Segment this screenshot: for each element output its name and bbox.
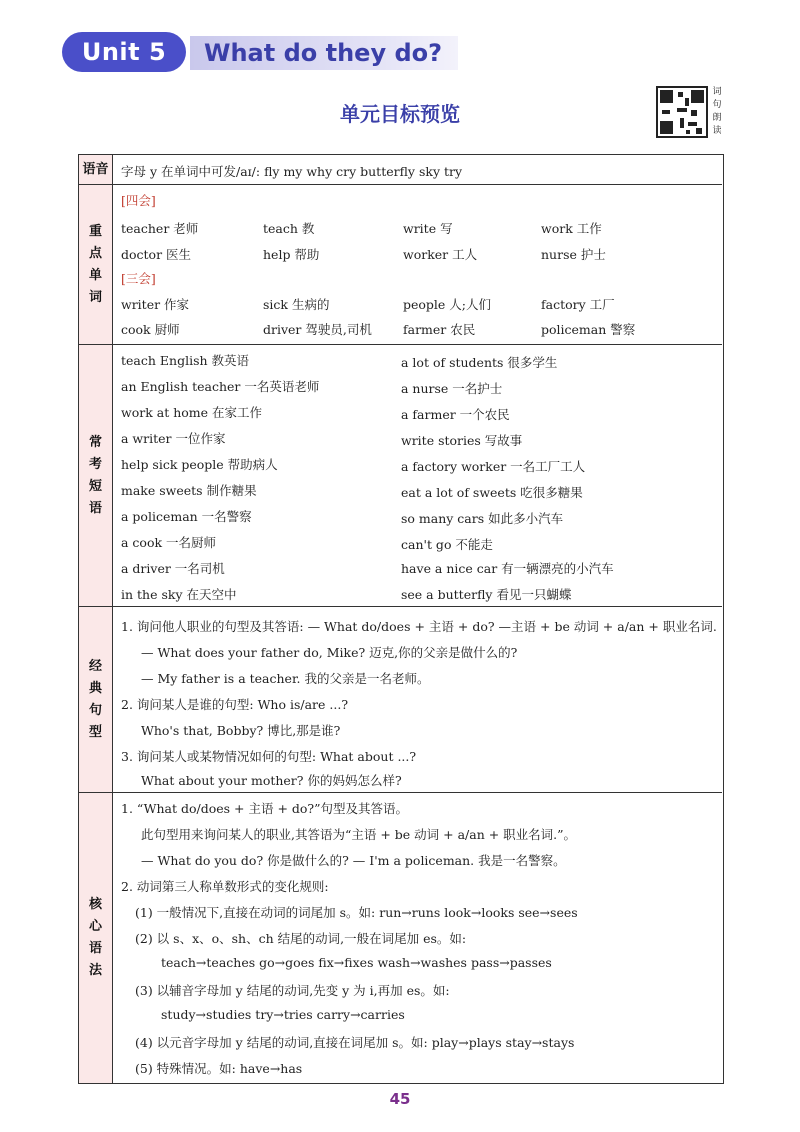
section-label: 语音 — [79, 155, 113, 184]
section-label: 核心语法 — [79, 793, 113, 1083]
word-item: worker 工人 — [403, 247, 478, 262]
sentence-line: Who's that, Bobby? 博比,那是谁? — [141, 723, 341, 738]
phrase-item: in the sky 在天空中 — [121, 587, 237, 602]
pronunciation-text: 字母 y 在单词中可发/aɪ/: fly my why cry butterfly sky try — [121, 164, 463, 179]
section-label: 重点单词 — [79, 185, 113, 344]
phrase-item: eat a lot of sweets 吃很多糖果 — [401, 485, 583, 500]
phrase-item: work at home 在家工作 — [121, 405, 262, 420]
phrase-item: a cook 一名厨师 — [121, 535, 217, 550]
phrase-item: a factory worker 一名工厂工人 — [401, 459, 586, 474]
sentence-line: 3. 询问某人或某物情况如何的句型: What about ...? — [121, 749, 417, 764]
phrase-item: a lot of students 很多学生 — [401, 355, 558, 370]
section-grammar — [79, 793, 722, 1083]
phrase-item: make sweets 制作糖果 — [121, 483, 257, 498]
phrase-item: a writer 一位作家 — [121, 431, 226, 446]
grammar-line: (3) 以辅音字母加 y 结尾的动词,先变 y 为 i,再加 es。如: — [135, 983, 450, 998]
word-item: work 工作 — [541, 221, 602, 236]
section-pronunciation — [79, 155, 722, 185]
section-sentences — [79, 607, 722, 793]
phrase-item: can't go 不能走 — [401, 537, 493, 552]
word-item: teach 教 — [263, 221, 315, 236]
section-label: 经典句型 — [79, 607, 113, 792]
page-number: 45 — [389, 1090, 411, 1108]
word-item: doctor 医生 — [121, 247, 192, 262]
qr-caption: 词句朗读 — [712, 87, 722, 136]
word-item: write 写 — [403, 221, 453, 236]
word-item: factory 工厂 — [541, 297, 615, 312]
phrase-item: see a butterfly 看见一只蝴蝶 — [401, 587, 572, 602]
unit-title: What do they do? — [204, 39, 443, 67]
grammar-line: 1. “What do/does + 主语 + do?”句型及其答语。 — [121, 801, 409, 816]
sentence-line: — My father is a teacher. 我的父亲是一名老师。 — [141, 671, 430, 686]
unit-badge: Unit 5 — [62, 32, 186, 72]
phrase-item: so many cars 如此多小汽车 — [401, 511, 564, 526]
phrase-item: a driver 一名司机 — [121, 561, 225, 576]
word-item: nurse 护士 — [541, 247, 606, 262]
section-label: 常考短语 — [79, 345, 113, 606]
grammar-line: — What do you do? 你是做什么的? — I'm a policeman. 我是一名警察。 — [141, 853, 566, 868]
phrase-item: teach English 教英语 — [121, 353, 250, 368]
phrase-item: a policeman 一名警察 — [121, 509, 252, 524]
sentence-line: What about your mother? 你的妈妈怎么样? — [141, 773, 402, 788]
grammar-line: 2. 动词第三人称单数形式的变化规则: — [121, 879, 329, 894]
phrase-item: help sick people 帮助病人 — [121, 457, 278, 472]
grammar-line: (4) 以元音字母加 y 结尾的动词,直接在词尾加 s。如: play→plays stay→stays — [135, 1035, 575, 1050]
phrase-item: an English teacher 一名英语老师 — [121, 379, 320, 394]
grammar-line: (2) 以 s、x、o、sh、ch 结尾的动词,一般在词尾加 es。如: — [135, 931, 467, 946]
word-item: teacher 老师 — [121, 221, 199, 236]
word-item: sick 生病的 — [263, 297, 330, 312]
phrase-item: a farmer 一个农民 — [401, 407, 510, 422]
page-heading: 单元目标预览 — [340, 102, 460, 126]
word-item: help 帮助 — [263, 247, 320, 262]
sentence-line: 1. 询问他人职业的句型及其答语: — What do/does + 主语 + do? —主语 + be 动词 + a/an + 职业名词. — [121, 619, 717, 634]
phrase-item: write stories 写故事 — [401, 433, 523, 448]
four-skill-tag: [四会] — [121, 193, 156, 208]
sentence-line: 2. 询问某人是谁的句型: Who is/are ...? — [121, 697, 349, 712]
word-item: cook 厨师 — [121, 322, 180, 337]
phrase-item: have a nice car 有一辆漂亮的小汽车 — [401, 561, 614, 576]
word-item: writer 作家 — [121, 297, 190, 312]
word-item: driver 驾驶员,司机 — [263, 322, 372, 337]
word-item: farmer 农民 — [403, 322, 476, 337]
grammar-line: 此句型用来询问某人的职业,其答语为“主语 + be 动词 + a/an + 职业名词.”。 — [141, 827, 577, 842]
grammar-line: (5) 特殊情况。如: have→has — [135, 1061, 303, 1076]
qr-code-icon[interactable] — [656, 86, 708, 138]
sentence-line: — What does your father do, Mike? 迈克,你的父亲是做什么的? — [141, 645, 518, 660]
grammar-line: (1) 一般情况下,直接在动词的词尾加 s。如: run→runs look→looks see→sees — [135, 905, 578, 920]
section-phrases — [79, 345, 722, 607]
word-item: people 人;人们 — [403, 297, 492, 312]
three-skill-tag: [三会] — [121, 271, 156, 286]
section-key-words — [79, 185, 722, 345]
phrase-item: a nurse 一名护士 — [401, 381, 503, 396]
word-item: policeman 警察 — [541, 322, 636, 337]
grammar-line: teach→teaches go→goes fix→fixes wash→washes pass→passes — [161, 955, 552, 970]
grammar-line: study→studies try→tries carry→carries — [161, 1007, 405, 1022]
unit-overview-table — [78, 154, 724, 1084]
